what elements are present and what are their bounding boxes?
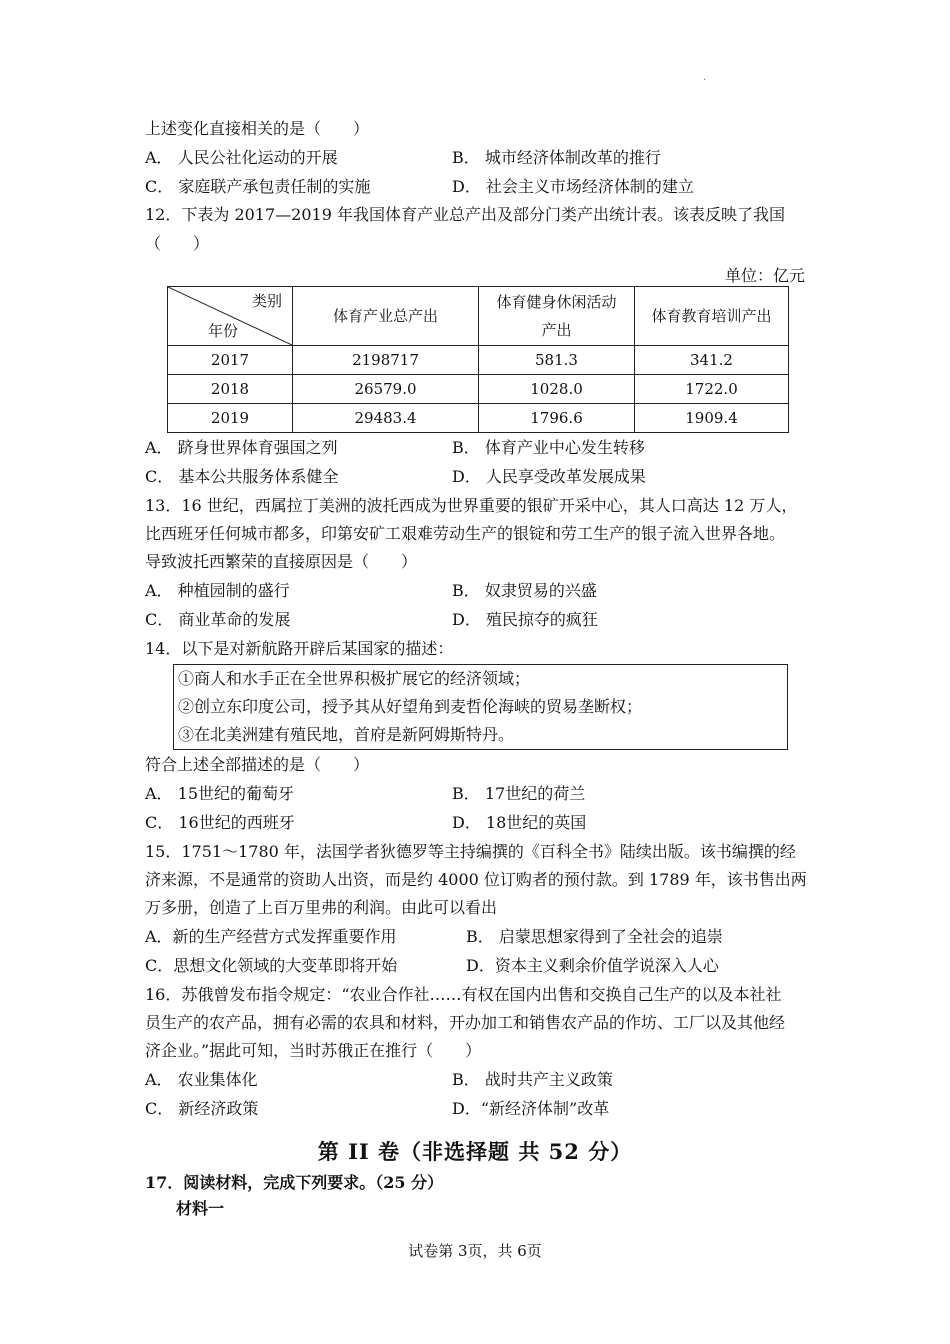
cell-total: 29483.4 xyxy=(293,404,479,433)
q12-stats-table xyxy=(167,286,789,433)
q17-material-label: 材料一 xyxy=(176,1199,225,1218)
q15-option-c: C．思想文化领域的大变革即将开始 xyxy=(145,956,398,975)
q12-option-b: B． 体育产业中心发生转移 xyxy=(452,438,645,457)
table-row xyxy=(168,346,789,375)
table-row xyxy=(168,375,789,404)
q14-item-2: ②创立东印度公司，授予其从好望角到麦哲伦海峡的贸易垄断权； xyxy=(178,697,643,716)
q15-line2: 济来源，不是通常的资助人出资，而是约 4000 位订购者的预付款。到 1789 年，该书售出两 xyxy=(145,870,807,889)
q16-option-d: D．“新经济体制”改革 xyxy=(452,1099,610,1118)
q13-line3: 导致波托西繁荣的直接原因是（ ） xyxy=(145,552,418,571)
q14-stem: 14．以下是对新航路开辟后某国家的描述： xyxy=(145,639,454,658)
q13-line2: 比西班牙任何城市都多，印第安矿工艰难劳动生产的银锭和劳工生产的银子流入世界各地。 xyxy=(145,524,786,543)
q11-stem: 上述变化直接相关的是（ ） xyxy=(145,119,370,138)
q12-option-a: A． 跻身世界体育强国之列 xyxy=(145,438,338,457)
diag-header-cell xyxy=(168,287,293,346)
q14-quote-box xyxy=(173,664,788,750)
q15-line3: 万多册，创造了上百万里弗的利润。由此可以看出 xyxy=(145,898,498,917)
q11-option-c: C． 家庭联产承包责任制的实施 xyxy=(145,177,371,196)
section-title: 第 II 卷（非选择题 共 52 分） xyxy=(317,1139,633,1164)
page-footer: 试卷第 3页，共 6页 xyxy=(408,1242,542,1260)
q15-option-b: B． 启蒙思想家得到了全社会的追崇 xyxy=(466,927,723,946)
col-fitness-line2: 产出 xyxy=(541,321,572,339)
q16-line3: 济企业。”据此可知，当时苏俄正在推行（ ） xyxy=(145,1041,482,1060)
cell-fitness: 1028.0 xyxy=(479,375,635,404)
table-header-row xyxy=(168,287,789,346)
q13-option-d: D． 殖民掠夺的疯狂 xyxy=(452,610,598,629)
q14-ask: 符合上述全部描述的是（ ） xyxy=(145,755,370,774)
cell-edu: 1722.0 xyxy=(635,375,789,404)
q11-option-d: D． 社会主义市场经济体制的建立 xyxy=(452,177,694,196)
q16-option-c: C． 新经济政策 xyxy=(145,1099,259,1118)
q15-option-a: A．新的生产经营方式发挥重要作用 xyxy=(145,927,397,946)
q15-option-d: D．资本主义剩余价值学说深入人心 xyxy=(466,956,719,975)
q14-item-3: ③在北美洲建有殖民地，首府是新阿姆斯特丹。 xyxy=(178,725,515,744)
q13-line1: 13．16 世纪，西属拉丁美洲的波托西成为世界重要的银矿开采中心，其人口高达 12 万人， xyxy=(145,496,798,515)
cell-fitness: 1796.6 xyxy=(479,404,635,433)
q12-stem: 12．下表为 2017—2019 年我国体育产业总产出及部分门类产出统计表。该表反映了我国 xyxy=(145,205,785,224)
cell-edu: 1909.4 xyxy=(635,404,789,433)
col-fitness-header xyxy=(479,287,635,346)
diag-category-label: 类别 xyxy=(251,292,282,310)
cell-total: 26579.0 xyxy=(293,375,479,404)
col-fitness-line1: 体育健身休闲活动 xyxy=(496,293,617,311)
q12-paren: （ ） xyxy=(145,234,210,253)
q14-option-d: D． 18世纪的英国 xyxy=(452,813,587,832)
q12-option-c: C． 基本公共服务体系健全 xyxy=(145,467,339,486)
q12-option-d: D． 人民享受改革发展成果 xyxy=(452,467,646,486)
cell-edu: 341.2 xyxy=(635,346,789,375)
cell-year: 2017 xyxy=(168,346,293,375)
q11-option-b: B． 城市经济体制改革的推行 xyxy=(452,148,661,167)
col-edu-header: 体育教育培训产出 xyxy=(635,287,789,346)
q15-line1: 15．1751～1780 年，法国学者狄德罗等主持编撰的《百科全书》陆续出版。该书编撰的经 xyxy=(145,842,796,861)
table-row xyxy=(168,404,789,433)
cell-total: 2198717 xyxy=(293,346,479,375)
diag-year-label: 年份 xyxy=(208,322,239,340)
q16-option-b: B． 战时共产主义政策 xyxy=(452,1070,613,1089)
q14-option-b: B． 17世纪的荷兰 xyxy=(452,784,586,803)
q14-option-a: A． 15世纪的葡萄牙 xyxy=(145,784,295,803)
cell-year: 2018 xyxy=(168,375,293,404)
q16-line2: 员生产的农产品，拥有必需的农具和材料，开办加工和销售农产品的作坊、工厂以及其他经 xyxy=(145,1013,786,1032)
q14-item-1: ①商人和水手正在全世界积极扩展它的经济领域； xyxy=(178,669,531,688)
q16-line1: 16．苏俄曾发布指令规定：“农业合作社……有权在国内出售和交换自己生产的以及本社社 xyxy=(145,985,782,1004)
cell-fitness: 581.3 xyxy=(479,346,635,375)
q14-option-c: C． 16世纪的西班牙 xyxy=(145,813,295,832)
q11-option-a: A． 人民公社化运动的开展 xyxy=(145,148,338,167)
q13-option-c: C． 商业革命的发展 xyxy=(145,610,291,629)
col-total-header: 体育产业总产出 xyxy=(293,287,479,346)
cell-year: 2019 xyxy=(168,404,293,433)
header-dot: . xyxy=(703,72,707,83)
q13-option-b: B． 奴隶贸易的兴盛 xyxy=(452,581,597,600)
q17-stem: 17．阅读材料，完成下列要求。（25 分） xyxy=(145,1173,444,1192)
q13-option-a: A． 种植园制的盛行 xyxy=(145,581,290,600)
q12-unit: 单位：亿元 xyxy=(724,266,805,285)
q16-option-a: A． 农业集体化 xyxy=(145,1070,258,1089)
